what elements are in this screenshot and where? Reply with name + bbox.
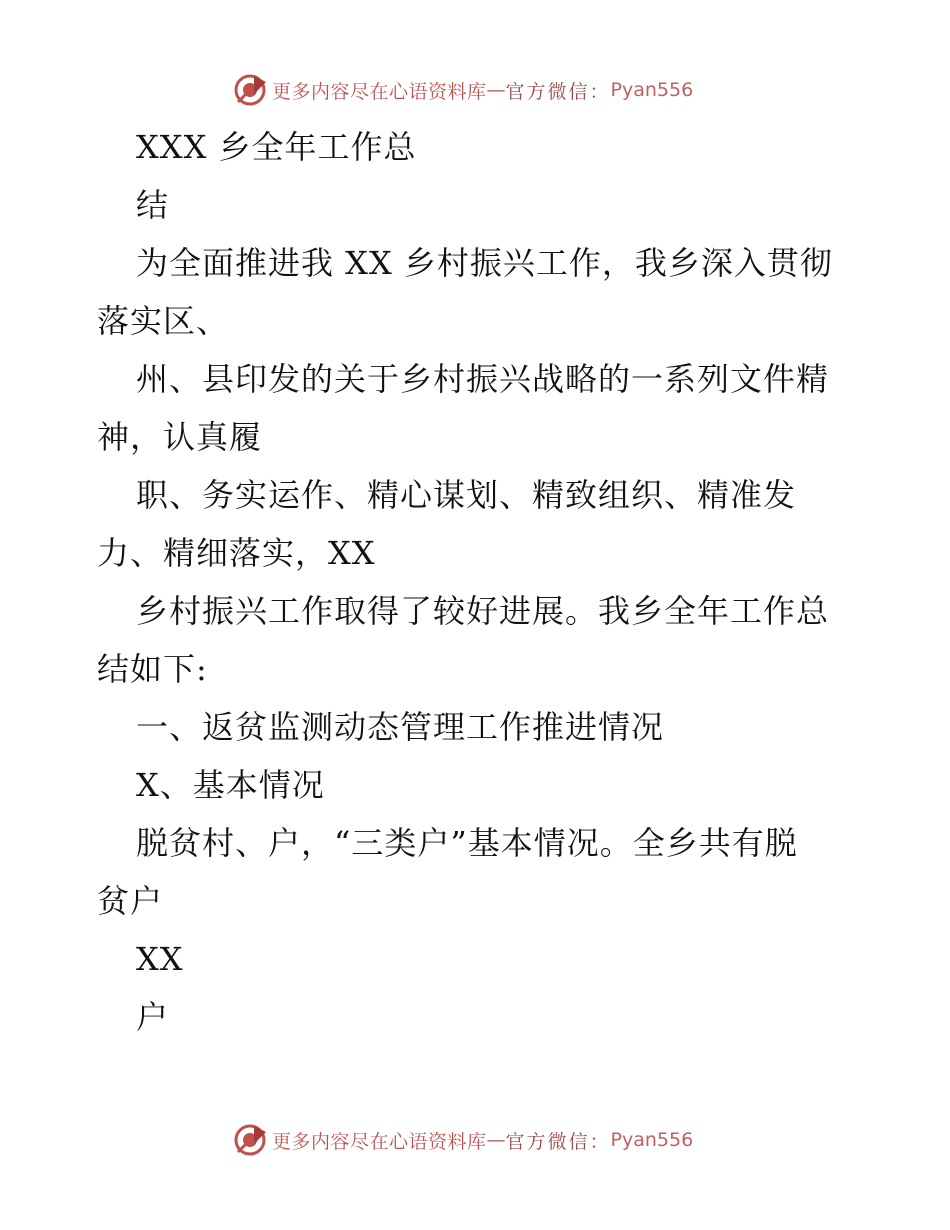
title-line-1: XXX 乡全年工作总 [136,128,417,166]
paragraph-line: 神，认真履 [97,418,263,456]
paragraph-line: XX [136,940,184,978]
paragraph-line: 户 [136,998,170,1036]
watermark-separator: — [486,79,506,101]
footer-watermark [232,1120,693,1160]
paragraph-line: 职、务实运作、精心谋划、精致组织、精准发 [136,476,797,514]
watermark-label: 官方微信： [505,80,611,103]
watermark-label: 官方微信： [505,1130,611,1153]
watermark-separator: — [486,1129,506,1151]
subsection-heading: X、基本情况 [136,766,325,804]
paragraph-line: 州、县印发的关于乡村振兴战略的一系列文件精 [136,360,830,398]
pen-logo-icon [232,1122,268,1158]
pen-logo-icon [232,72,268,108]
watermark-wechat-id: Pyan556 [610,1129,694,1151]
watermark-site-text: 更多内容尽在心语资料库 [272,1130,487,1153]
watermark-site-text: 更多内容尽在心语资料库 [272,80,487,103]
section-heading: 一、返贫监测动态管理工作推进情况 [136,708,665,746]
title-line-2: 结 [136,186,170,224]
paragraph-line: 力、精细落实，XX [97,534,376,572]
paragraph-line: 结如下: [97,650,208,688]
paragraph-line: 脱贫村、户，“三类户”基本情况。全乡共有脱 [136,824,798,862]
paragraph-line: 落实区、 [97,302,230,340]
paragraph-line: 贫户 [97,882,164,920]
paragraph-line: 乡村振兴工作取得了较好进展。我乡全年工作总 [136,592,830,630]
paragraph-line: 为全面推进我 XX 乡村振兴工作，我乡深入贯彻 [136,244,833,282]
header-watermark [232,70,693,110]
document-body [97,118,857,1046]
watermark-wechat-id: Pyan556 [610,79,694,101]
